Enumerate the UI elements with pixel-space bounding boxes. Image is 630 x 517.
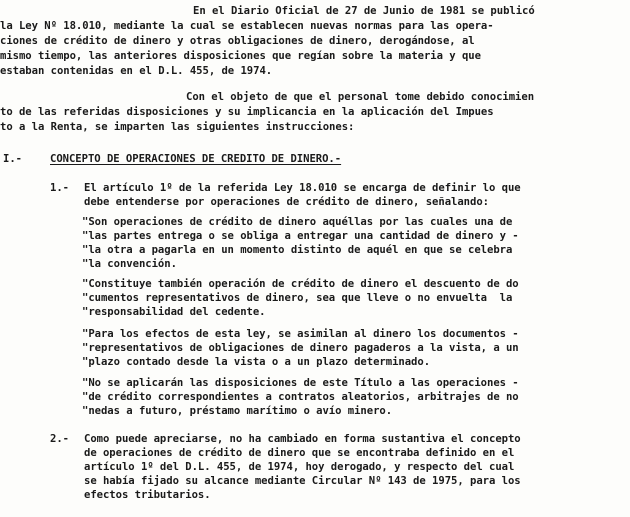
quote3-line-1: "Para los efectos de esta ley, se asimilan al dinero los documentos - — [82, 328, 519, 340]
item1-number: 1.- — [50, 182, 69, 194]
item1-line-2: debe entenderse por operaciones de crédito de dinero, señalando: — [84, 196, 489, 208]
quote1-line-3: "la otra a pagarla en un momento distinto de aquél en que se celebra — [82, 244, 513, 256]
item2-line-5: efectos tributarios. — [84, 489, 211, 501]
quote4-line-1: "No se aplicarán las disposiciones de este Título a las operaciones - — [82, 377, 519, 389]
item2-line-4: se había fijado su alcance mediante Circular Nº 143 de 1975, para los — [84, 475, 521, 487]
item2-line-1: Como puede apreciarse, no ha cambiado en forma sustantiva el concepto — [84, 433, 521, 445]
purpose-line-2: to de las referidas disposiciones y su implicancia en la aplicación del Impues — [0, 106, 494, 118]
item2-number: 2.- — [50, 433, 69, 445]
purpose-line-3: to a la Renta, se imparten las siguientes instrucciones: — [0, 121, 355, 133]
quote2-line-3: "responsabilidad del cedente. — [82, 306, 266, 318]
item2-line-2: de operaciones de crédito de dinero que se encontraba definido en el — [84, 447, 515, 459]
quote3-line-2: "representativos de obligaciones de dinero pagaderos a la vista, a un — [82, 342, 519, 354]
intro-line-2: la Ley Nº 18.010, mediante la cual se establecen nuevas normas para las opera- — [0, 20, 494, 32]
quote4-line-2: "de crédito correspondientes a contratos aleatorios, arbitrajes de no — [82, 391, 519, 403]
quote2-line-2: "cumentos representativos de dinero, sea que lleve o no envuelta la — [82, 292, 513, 304]
quote1-line-2: "las partes entrega o se obliga a entregar una cantidad de dinero y - — [82, 230, 519, 242]
item1-line-1: El artículo 1º de la referida Ley 18.010 se encarga de definir lo que — [84, 182, 521, 194]
quote3-line-3: "plazo contado desde la vista o a un plazo determinado. — [82, 356, 431, 368]
quote1-line-1: "Son operaciones de crédito de dinero aquéllas por las cuales una de — [82, 216, 513, 228]
item2-line-3: artículo 1º del D.L. 455, de 1974, hoy derogado, y respecto del cual — [84, 461, 515, 473]
quote4-line-3: "nedas a futuro, préstamo marítimo o avío minero. — [82, 405, 393, 417]
section-title: CONCEPTO DE OPERACIONES DE CREDITO DE DINERO.- — [50, 153, 342, 165]
intro-line-5: estaban contenidas en el D.L. 455, de 1974. — [0, 65, 273, 77]
intro-line-3: ciones de crédito de dinero y otras obligaciones de dinero, derogándose, al — [0, 35, 475, 47]
intro-line-1: En el Diario Oficial de 27 de Junio de 1981 se publicó — [193, 5, 535, 17]
purpose-line-1: Con el objeto de que el personal tome debido conocimien — [186, 91, 535, 103]
quote1-line-4: "la convención. — [82, 258, 177, 270]
quote2-line-1: "Constituye también operación de crédito de dinero el descuento de do — [82, 278, 519, 290]
intro-line-4: mismo tiempo, las anteriores disposiciones que regían sobre la materia y que — [0, 50, 481, 62]
section-number: I.- — [3, 153, 22, 165]
